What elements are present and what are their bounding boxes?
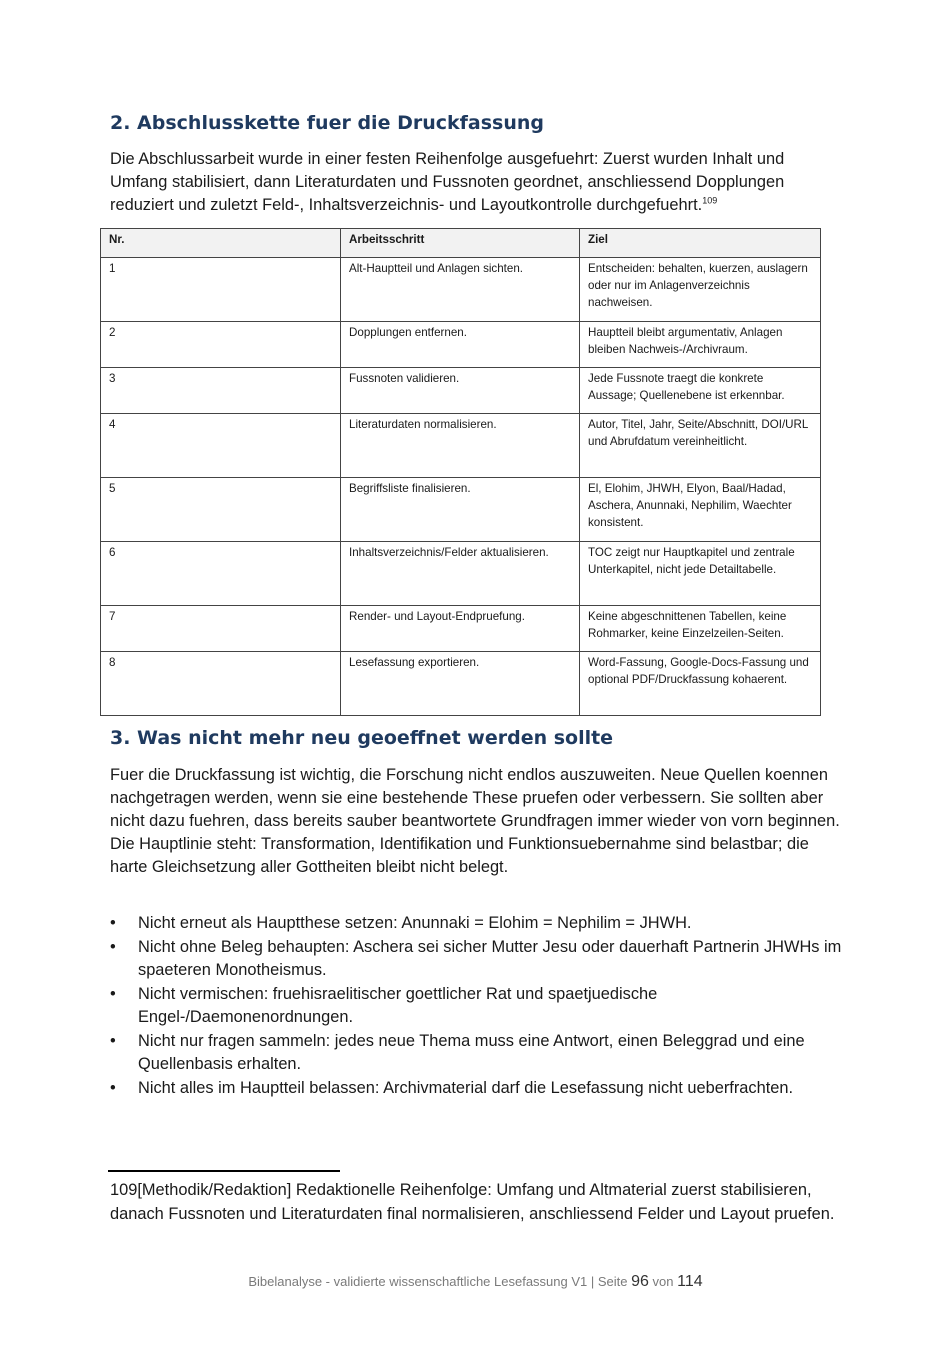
table-row xyxy=(101,414,821,478)
list-item-text: Nicht alles im Hauptteil belassen: Archivmaterial darf die Lesefassung nicht ueberfrachten. xyxy=(138,1079,794,1097)
page-footer xyxy=(0,1273,951,1291)
table-cell: 5 xyxy=(101,478,341,542)
table-row xyxy=(101,322,821,368)
workflow-table xyxy=(100,228,821,716)
table-row xyxy=(101,542,821,606)
table-row xyxy=(101,606,821,652)
table-cell: TOC zeigt nur Hauptkapitel und zentrale Unterkapitel, nicht jede Detailtabelle. xyxy=(580,542,821,606)
table-cell: Render- und Layout-Endpruefung. xyxy=(341,606,580,652)
table-header-cell: Nr. xyxy=(101,229,341,258)
table-cell: 7 xyxy=(101,606,341,652)
list-item xyxy=(110,983,855,1029)
table-cell: El, Elohim, JHWH, Elyon, Baal/Hadad, Aschera, Anunnaki, Nephilim, Waechter konsistent. xyxy=(580,478,821,542)
table-cell: Lesefassung exportieren. xyxy=(341,652,580,716)
table-cell: Begriffsliste finalisieren. xyxy=(341,478,580,542)
table-cell: Word-Fassung, Google-Docs-Fassung und optional PDF/Druckfassung kohaerent. xyxy=(580,652,821,716)
list-item-text: Nicht vermischen: fruehisraelitischer goettlicher Rat und spaetjuedische Engel-/Daemonenordnungen. xyxy=(138,985,658,1026)
table-header-cell: Ziel xyxy=(580,229,821,258)
section-heading: 3. Was nicht mehr neu geoeffnet werden sollte xyxy=(110,727,614,749)
footer-of: von xyxy=(652,1274,674,1289)
bullet-icon: • xyxy=(110,1032,116,1050)
table-cell: Inhaltsverzeichnis/Felder aktualisieren. xyxy=(341,542,580,606)
footer-title: Bibelanalyse - validierte wissenschaftliche Lesefassung V1 | Seite xyxy=(248,1274,628,1289)
table-cell: Keine abgeschnittenen Tabellen, keine Rohmarker, keine Einzelzeilen-Seiten. xyxy=(580,606,821,652)
table-cell: Entscheiden: behalten, kuerzen, auslagern oder nur im Anlagenverzeichnis nachweisen. xyxy=(580,258,821,322)
page-total: 114 xyxy=(677,1273,703,1290)
table-cell: Dopplungen entfernen. xyxy=(341,322,580,368)
footnote: 109[Methodik/Redaktion] Redaktionelle Reihenfolge: Umfang und Altmaterial zuerst stabilisieren, danach Fussnoten und Literaturdaten final normalisieren, anschliessend Felder und Layout pruefen. xyxy=(110,1181,835,1223)
table-row xyxy=(101,478,821,542)
footnote-separator xyxy=(108,1170,340,1172)
list-item xyxy=(110,1030,855,1076)
table-cell: Hauptteil bleibt argumentativ, Anlagen bleiben Nachweis-/Archivraum. xyxy=(580,322,821,368)
table-cell: 6 xyxy=(101,542,341,606)
table-cell: 2 xyxy=(101,322,341,368)
table-cell: Jede Fussnote traegt die konkrete Aussage; Quellenebene ist erkennbar. xyxy=(580,368,821,414)
section-paragraph: Fuer die Druckfassung ist wichtig, die Forschung nicht endlos auszuweiten. Neue Quellen koennen nachgetragen werden, wenn sie eine bestehende These pruefen oder verbessern. Sie sollten aber nicht dazu fuehren, dass bereits sauber beantwortete Grundfragen immer wieder von vorn beginnen. Die Hauptlinie steht: Transformation, Identifikation und Funktionsuebernahme sind belastbar; die harte Gleichsetzung aller Gottheiten bleibt nicht belegt. xyxy=(110,766,840,876)
list-item-text: Nicht ohne Beleg behaupten: Aschera sei sicher Mutter Jesu oder dauerhaft Partnerin JHWHs im spaeteren Monotheismus. xyxy=(138,938,842,979)
table-cell: 8 xyxy=(101,652,341,716)
bullet-icon: • xyxy=(110,914,116,932)
table-row xyxy=(101,652,821,716)
list-item xyxy=(110,1077,855,1100)
paragraph-text: Die Abschlussarbeit wurde in einer festen Reihenfolge ausgefuehrt: Zuerst wurden Inhalt und Umfang stabilisiert, dann Literaturdaten und Fussnoten geordnet, anschliessend Dopplungen reduziert und zuletzt Feld-, Inhaltsverzeichnis- und Layoutkontrolle durchgefuehrt. xyxy=(110,150,785,214)
table-cell: Alt-Hauptteil und Anlagen sichten. xyxy=(341,258,580,322)
table-cell: 1 xyxy=(101,258,341,322)
table-header-cell: Arbeitsschritt xyxy=(341,229,580,258)
bullet-icon: • xyxy=(110,938,116,956)
table-cell: Fussnoten validieren. xyxy=(341,368,580,414)
bullet-icon: • xyxy=(110,985,116,1003)
section-heading: 2. Abschlusskette fuer die Druckfassung xyxy=(110,112,544,134)
table-header-row xyxy=(101,229,821,258)
table-cell: 4 xyxy=(101,414,341,478)
footnote-reference[interactable]: 109 xyxy=(702,195,718,206)
table-cell: 3 xyxy=(101,368,341,414)
page-number: 96 xyxy=(631,1273,649,1290)
bullet-icon: • xyxy=(110,1079,116,1097)
table-row xyxy=(101,258,821,322)
list-item xyxy=(110,912,855,935)
table-cell: Autor, Titel, Jahr, Seite/Abschnitt, DOI/URL und Abrufdatum vereinheitlicht. xyxy=(580,414,821,478)
table-cell: Literaturdaten normalisieren. xyxy=(341,414,580,478)
bullet-list xyxy=(110,912,855,1101)
list-item-text: Nicht erneut als Hauptthese setzen: Anunnaki = Elohim = Nephilim = JHWH. xyxy=(138,914,692,932)
list-item-text: Nicht nur fragen sammeln: jedes neue Thema muss eine Antwort, einen Beleggrad und eine Quellenbasis erhalten. xyxy=(138,1032,805,1073)
list-item xyxy=(110,936,855,982)
table-row xyxy=(101,368,821,414)
section-paragraph xyxy=(110,148,845,217)
